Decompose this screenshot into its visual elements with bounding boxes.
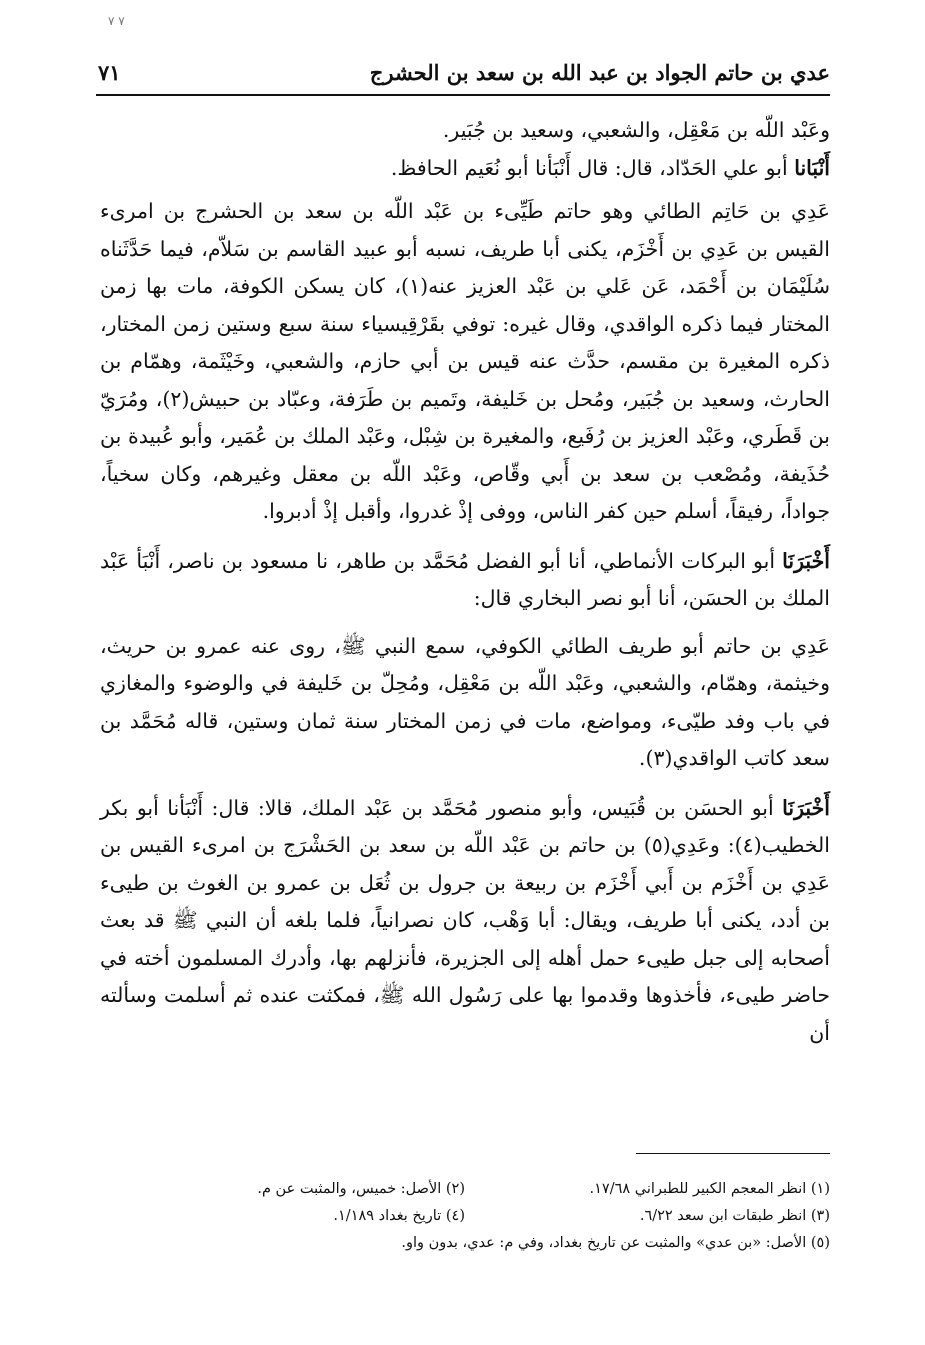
footnote-row [100, 1230, 830, 1257]
paragraph-3-text: أبو البركات الأنماطي، أنا أبو الفضل مُحَمَّد بن طاهر، نا مسعود بن ناصر، أَنْبَأ عَبْد الملك بن الحسَن، أنا أبو نصر البخاري قال: [100, 548, 830, 610]
footnote-row [100, 1176, 830, 1203]
paragraph-1 [100, 150, 830, 188]
footnotes [100, 1176, 830, 1257]
opening-line: وعَبْد اللّه بن مَعْقِل، والشعبي، وسعيد بن جُبَير. [442, 118, 830, 142]
footnote-row [100, 1203, 830, 1230]
body-text [100, 112, 830, 1052]
running-title: عدي بن حاتم الجواد بن عبد الله بن سعد بن الحشرج [369, 60, 830, 85]
transmission-keyword: أَخْبَرَنَا [782, 795, 830, 820]
footnote-3: (٣) انظر طبقات ابن سعد ٦/٢٢. [639, 1208, 830, 1224]
footnote-4: (٤) تاريخ بغداد ١/١٨٩. [333, 1208, 465, 1224]
transmission-keyword: أَنْبَانا [794, 155, 830, 180]
footnote-5: (٥) الأصل: «بن عدي» والمثبت عن تاريخ بغداد، وفي م: عدي، بدون واو. [401, 1235, 830, 1251]
corner-mark: ٧ ٧ [108, 14, 125, 28]
footnote-divider [636, 1153, 830, 1154]
transmission-keyword: أَخْبَرَنَا [782, 548, 830, 573]
paragraph-2: عَدِي بن حَاتِم الطائي وهو حاتم طَيِّىء بن عَبْد اللّه بن سعد بن الحشرج بن امرىء القيس بن عَدِي بن أَخْزَم، يكنى أبا طريف، نسبه أبو عبيد القاسم بن سَلاّم، فيما حَدَّثَناه سُلَيْمَان بن أَحْمَد، عَن عَلي بن عَبْد العزيز عنه(١)، كان يسكن الكوفة، مات بها زمن المختار فيما ذكره الواقدي، وقال غيره: توفي بقَرْقِيسياء سنة سبع وستين زمن المختار، ذكره المغيرة بن مقسم، حدَّث عنه قيس بن أبي حازم، والشعبي، وخَيْثَمة، وهمّام بن الحارث، وسعيد بن جُبَير، ومُحل بن خَليفة، وتَميم بن طَرَفة، وعبّاد بن حبيش(٢)، ومُرَيّ بن قَطَري، وعَبْد العزيز بن رُفَيع، والمغيرة بن شِبْل، وعَبْد الملك بن عُمَير، وأبو عُبيدة بن حُذَيفة، ومُصْعب بن سعد بن أَبي وقّاص، وعَبْد اللّه بن معقل وغيرهم، وكان سخياً، جواداً، رفيقاً، أسلم حين كفر الناس، ووفى إذْ غدروا، وأقبل إذْ أدبروا. [100, 199, 830, 523]
paragraph-3 [100, 543, 830, 618]
page-number: ٧١ [98, 60, 121, 85]
paragraph-1-text: أبو علي الحَدّاد، قال: قال أَنْبَأنا أبو نُعَيم الحافظ. [390, 155, 795, 180]
footnote-2: (٢) الأصل: خميس، والمثبت عن م. [257, 1181, 465, 1197]
page-header [96, 58, 830, 96]
footnote-1: (١) انظر المعجم الكبير للطبراني ١٧/٦٨. [589, 1181, 830, 1197]
paragraph-5-text: أبو الحسَن بن قُبَيس، وأبو منصور مُحَمَّد بن عَبْد الملك، قالا: قال: أَنْبَأنا أبو بكر الخطيب(٤): وعَدِي(٥) بن حاتم بن عَبْد اللّه بن سعد بن الحَشْرَج بن امرىء القيس بن عَدِي بن أَخْزَم بن أَبي أَخْزَم بن ربيعة بن جرول بن ثُعَل بن عمرو بن الغوث بن طيىء بن أدد، يكنى أبا طريف، ويقال: أبا وَهْب، كان نصرانياً، فلما بلغه أن النبي ﷺ قد بعث أصحابه إلى جبل طيىء حمل أهله إلى الجزيرة، فأنزلهم بها، وأدرك المسلمون أخته في حاضر طيىء، فأخذوها وقدموا بها على رَسُول الله ﷺ، فمكثت عنده ثم أسلمت وسألته أن [100, 795, 830, 1045]
paragraph-5 [100, 790, 830, 1053]
paragraph-4: عَدِي بن حاتم أبو طريف الطائي الكوفي، سمع النبي ﷺ، روى عنه عمرو بن حريث، وخيثمة، وهمّام، والشعبي، وعَبْد اللّه بن مَعْقِل، ومُحِلّ بن خَليفة في والوضوء والمغازي في باب وفد طيّىء، ومواضع، مات في زمن المختار سنة ثمان وستين، قاله مُحَمَّد بن سعد كاتب الواقدي(٣). [100, 633, 830, 770]
